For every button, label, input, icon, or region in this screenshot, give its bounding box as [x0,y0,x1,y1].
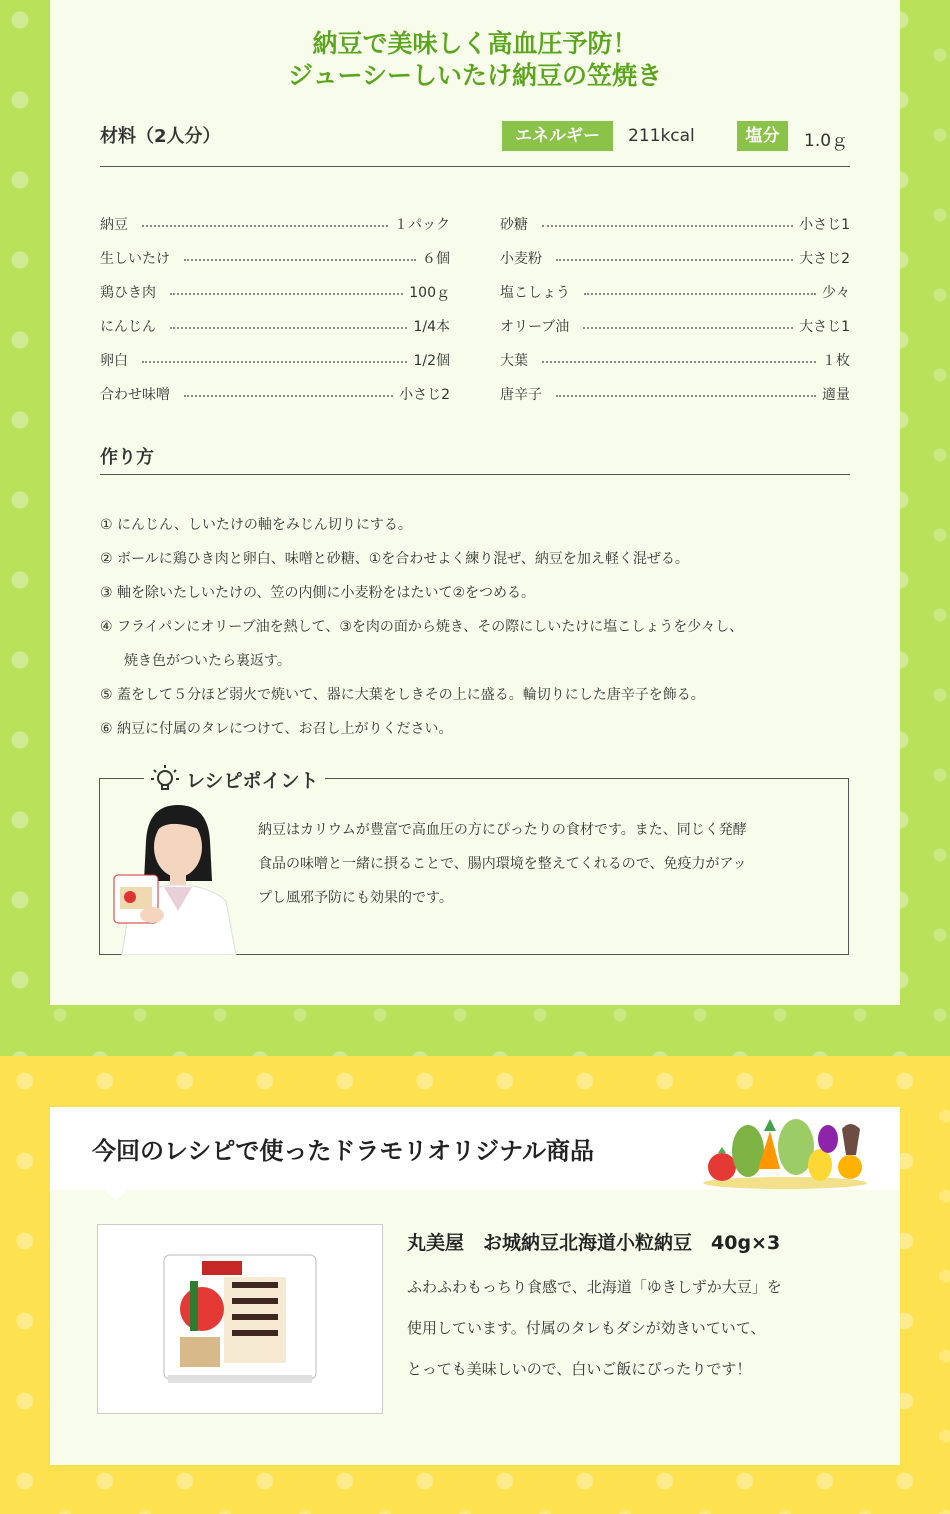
steps-divider [100,474,850,475]
ingredient-amount: 100ｇ [409,285,450,301]
step-item: ② ボールに鶏ひき肉と卵白、味噌と砂糖、①を合わせよく練り混ぜ、納豆を加え軽く混ぜる。 [100,551,689,567]
leader-dots [142,361,407,363]
ingredient-row [100,309,450,343]
ingredient-name: 塩こしょう [500,285,570,301]
product-name: 丸美屋 お城納豆北海道小粒納豆 40g×3 [407,1232,781,1254]
recipe-title [50,28,900,92]
ingredient-name: 納豆 [100,217,128,233]
leader-dots [556,395,816,397]
step-item-continuation: 焼き色がついたら裏返す。 [124,653,291,669]
ingredient-amount: 小さじ2 [399,387,450,403]
ingredients-left-column [100,207,450,411]
step-item: ③ 軸を除いたしいたけの、笠の内側に小麦粉をはたいて②をつめる。 [100,585,535,601]
ingredient-name: 砂糖 [500,217,528,233]
recipe-title-line1: 納豆で美味しく高血圧予防！ [312,29,638,58]
ingredients-divider [100,166,850,167]
ingredients-right-column [500,207,850,411]
natto-package-photo [98,1225,382,1413]
ingredient-name: 大葉 [500,353,528,369]
product-description-line: 使用しています。付属のタレもダシが効きいていて、 [407,1319,766,1337]
leader-dots [542,225,793,227]
ingredient-name: 卵白 [100,353,128,369]
product-banner-title: 今回のレシピで使ったドラモリオリジナル商品 [92,1137,594,1165]
product-description [407,1267,857,1390]
ingredient-amount: 少々 [822,285,850,301]
recipe-title-line2: ジューシーしいたけ納豆の笠焼き [287,61,662,90]
recipe-point-line: 納豆はカリウムが豊富で高血圧の方にぴったりの食材です。また、同じく発酵 [258,822,747,838]
recipe-point-text [258,813,828,915]
ingredient-row [500,309,850,343]
leader-dots [583,327,793,329]
ingredient-row [100,275,450,309]
recipe-point-box [99,769,849,955]
vegetables-illustration [700,1109,870,1189]
ingredient-name: 唐辛子 [500,387,542,403]
ingredient-amount: １枚 [822,353,850,369]
step-item: ⑤ 蓋をして５分ほど弱火で焼いて、器に大葉をしきその上に盛る。輪切りにした唐辛子を飾る。 [100,687,705,703]
product-banner [50,1107,900,1190]
recipe-point-line: 食品の味噌と一緒に摂ることで、腸内環境を整えてくれるので、免疫力がアッ [258,856,747,872]
salt-badge: 塩分 [737,121,788,151]
ingredient-row [100,343,450,377]
dietitian-photo [108,801,244,955]
energy-value: 211kcal [628,126,695,146]
banner-arrow [104,1190,128,1200]
leader-dots [184,395,393,397]
ingredient-amount: 小さじ1 [799,217,850,233]
ingredient-row [100,241,450,275]
ingredient-row [500,377,850,411]
salt-value: 1.0ｇ [804,131,849,151]
ingredient-name: オリーブ油 [500,319,570,335]
product-description-line: とっても美味しいので、白いご飯にぴったりです！ [407,1360,752,1378]
step-item: ④ フライパンにオリーブ油を熱して、③を肉の面から焼き、その際にしいたけに塩こしょうを少々し、 [100,619,744,635]
energy-badge: エネルギー [502,121,613,151]
ingredient-row [500,207,850,241]
leader-dots [184,259,416,261]
ingredient-amount: 1/2個 [413,353,450,369]
product-description-line: ふわふわもっちり食感で、北海道「ゆきしずか大豆」を [407,1278,782,1296]
leader-dots [542,361,816,363]
leader-dots [584,293,816,295]
ingredient-row [500,343,850,377]
ingredient-amount: ６個 [422,251,450,267]
ingredient-amount: 大さじ1 [799,319,850,335]
ingredient-amount: 大さじ2 [799,251,850,267]
steps-heading: 作り方 [100,447,154,468]
recipe-point-label [144,763,325,795]
product-panel [50,1107,900,1465]
recipe-panel [50,0,900,1005]
leader-dots [142,225,388,227]
ingredient-name: 小麦粉 [500,251,542,267]
steps-list [100,508,860,746]
leader-dots [170,327,407,329]
ingredient-amount: 適量 [822,387,850,403]
recipe-point-title: レシピポイント [186,769,319,792]
ingredients-heading: 材料（2人分） [100,126,221,147]
ingredient-name: にんじん [100,319,156,335]
product-image[interactable] [97,1224,383,1414]
ingredient-name: 生しいたけ [100,251,170,267]
ingredient-row [100,377,450,411]
ingredient-row [100,207,450,241]
ingredient-name: 鶏ひき肉 [100,285,156,301]
leader-dots [556,259,793,261]
recipe-point-line: プし風邪予防にも効果的です。 [258,890,453,906]
leader-dots [170,293,403,295]
step-item: ① にんじん、しいたけの軸をみじん切りにする。 [100,517,412,533]
ingredient-row [500,241,850,275]
ingredient-row [500,275,850,309]
lightbulb-icon [150,763,180,795]
ingredient-amount: １パック [394,217,450,233]
ingredient-name: 合わせ味噌 [100,387,170,403]
ingredient-amount: 1/4本 [413,319,450,335]
step-item: ⑥ 納豆に付属のタレにつけて、お召し上がりください。 [100,721,453,737]
